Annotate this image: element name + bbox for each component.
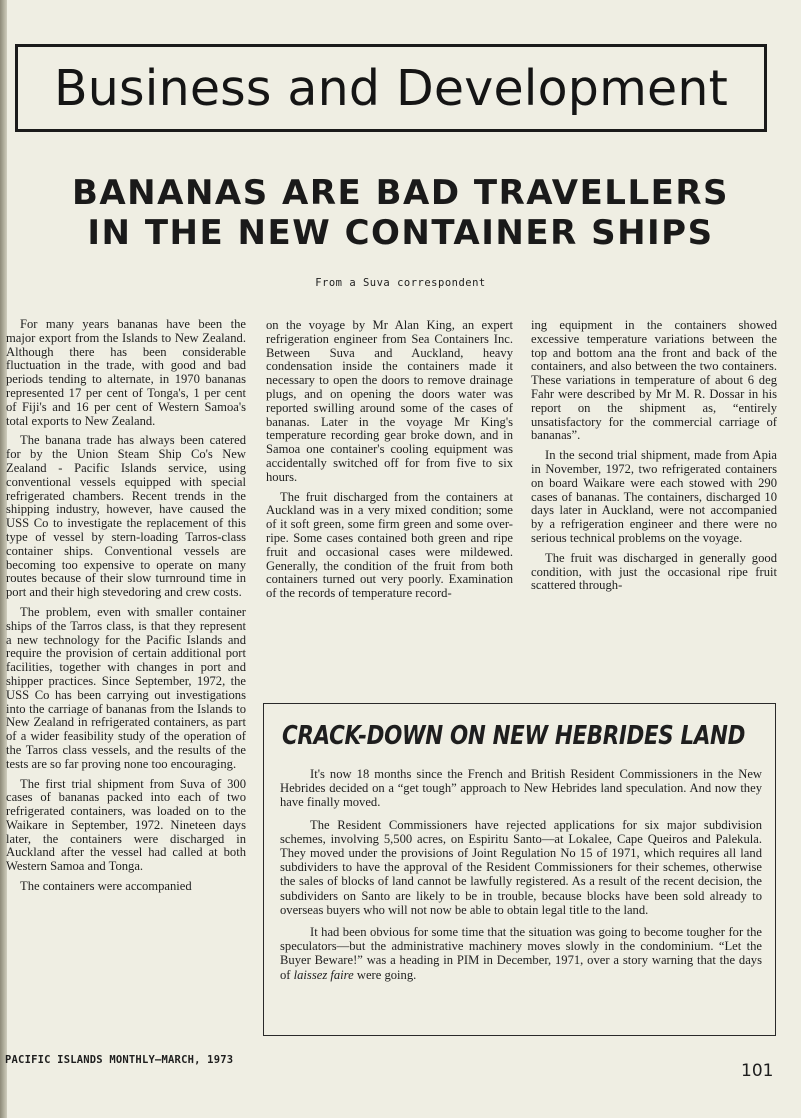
paragraph: In the second trial shipment, made from Apia in November, 1972, two refrigerated containers on board Waikare were each stowed with 290 cases of bananas. The containers, discharged 10 days later in Auckland, were not accompanied by a refrigeration engineer and there were no serious technical problems on the voyage.: [531, 448, 777, 545]
sidebar-text: were going.: [353, 967, 417, 982]
headline-line-2: IN THE NEW CONTAINER SHIPS: [87, 213, 714, 253]
paragraph: The containers were accompanied: [20, 879, 192, 894]
sidebar-title: CRACK-DOWN ON NEW HEBRIDES LAND: [282, 721, 746, 751]
article-headline: [0, 173, 801, 253]
paragraph: The first trial shipment from Suva of 300 cases of bananas packed into each of two refrigerated containers, was loaded on to the Waikare in September, 1972. Nineteen days later, the containers were discharged in Auckland after the vessel had called at both Western Samoa and Tonga.: [6, 776, 246, 874]
paragraph: The fruit discharged from the containers at Auckland was in a very mixed condition; some of it soft green, some firm green and some over-ripe. Some cases contained both green and ripe fruit and occasional cases were mildewed. Generally, the condition of the fruit from both containers turned out very poorly. Examination of the records of temperature record-: [266, 489, 513, 601]
sidebar-paragraph: The Resident Commissioners have rejected applications for six major subdivision schemes, involving 5,500 acres, on Espiritu Santo—at Lokalee, Cape Queiros and Palekula. They moved under the provisions of Joint Regulation No 15 of 1971, which requires all land subdividers to have the approval of the Resident Commissioners for their schemes, otherwise the sales of blocks of land cannot be lawfully registered. As a result of the recent decision, the subdividers on Santo are likely to be in trouble, because blocks have been sold already to overseas buyers who will not now be able to obtain legal title to the land.: [280, 817, 762, 917]
paragraph: For many years bananas have been the major export from the Islands to New Zealand. Although there has been considerable fluctuation in the trade, with good and bad periods tending to alternate, in 1970 bananas represented 17 per cent of Tonga's, 1 per cent of Fiji's and 16 per cent of Western Samoa's total exports to New Zealand.: [6, 317, 246, 428]
article-column-3: [531, 319, 777, 599]
headline-line-1: BANANAS ARE BAD TRAVELLERS: [71, 173, 730, 213]
sidebar-text: It had been obvious for some time that the situation was going to become tougher for the speculators—but the administrative machinery moves slowly in the condominium. “Let the Buyer Beware!” was a heading in PIM in December, 1971, over a story warning that the days of: [280, 925, 762, 982]
section-title: Business and Development: [53, 59, 729, 117]
paragraph: The banana trade has always been catered for by the Union Steam Ship Co's New Zealand - Pacific Islands service, using conventional vessels equipped with special refrigerated chambers. Recent trends in the shipping industry, however, have caused the USS Co to investigate the replacement of this type of vessel by stern-loading Tarros-class container ships. Conventional vessels are becoming too expensive to operate on many routes because of their slow turnround time in port and their high stevedoring and crew costs.: [6, 433, 246, 600]
page-number: 101: [741, 1061, 774, 1081]
paragraph: The problem, even with smaller container ships of the Tarros class, is that they represent a new technology for the Pacific Islands and require the provision of certain additional port facilities, together with changes in port and shipper practices. Since September, 1972, the USS Co has been carrying out investigations into the carriage of bananas from the Islands to New Zealand in refrigerated containers, as part of a wider feasibility study of the operation of the Tarros class vessels, and the results of the tests are so far proving none too encouraging.: [6, 604, 246, 771]
sidebar-italic-phrase: laissez faire: [293, 967, 354, 982]
sidebar-paragraph: It's now 18 months since the French and British Resident Commissioners in the New Hebrides decided on a “get tough” approach to New Hebrides land speculation. And now they have finally moved.: [280, 767, 762, 810]
paragraph: ing equipment in the containers showed excessive temperature variations between the top and bottom ana the front and back of the containers, and also between the two containers. These variations in temperature of about 6 deg Fahr were described by Mr M. R. Dossar in his report on the shipment as, “entirely unsatisfactory for the commercial carriage of bananas”.: [531, 318, 777, 443]
page-footer: PACIFIC ISLANDS MONTHLY—MARCH, 1973: [5, 1054, 234, 1066]
sidebar-box: [263, 703, 776, 1036]
sidebar-paragraph: [280, 925, 762, 982]
article-column-2: [266, 319, 513, 607]
sidebar-body: [280, 767, 762, 990]
paragraph: on the voyage by Mr Alan King, an expert refrigeration engineer from Sea Containers Inc. Between Suva and Auckland, heavy condensation inside the containers made it necessary to open the doors to remove drainage plugs, and on opening the doors water was reported swilling around some of the cases of bananas. Later in the voyage Mr King's temperature recording gear broke down, and in Samoa one container's cooling equipment was accidentally switched off for from five to six hours.: [266, 318, 513, 484]
byline: From a Suva correspondent: [315, 277, 486, 289]
paragraph: The fruit was discharged in generally good condition, with just the occasional ripe fruit scattered through-: [531, 550, 777, 593]
section-banner: [15, 44, 767, 132]
article-column-1: [6, 318, 246, 900]
